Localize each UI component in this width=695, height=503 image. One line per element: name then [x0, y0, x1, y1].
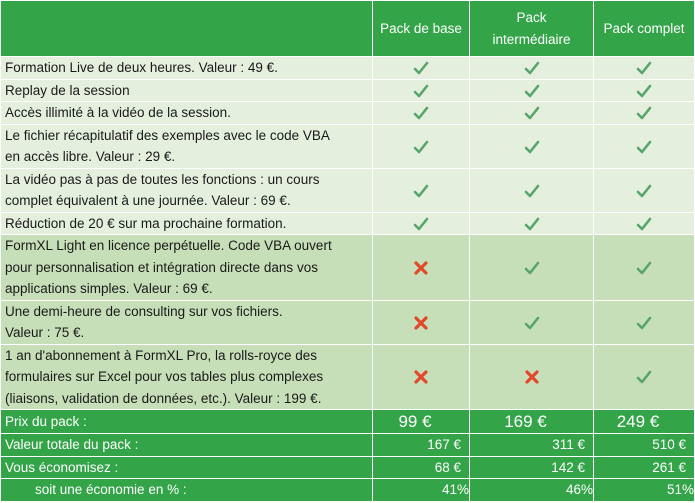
mark-cell-complete	[594, 102, 695, 125]
price-intermediate: 169 €	[470, 410, 594, 434]
feature-label-line: Une demi-heure de consulting sur vos fichiers.	[5, 303, 283, 319]
feature-row	[1, 300, 695, 344]
feature-label	[1, 102, 373, 125]
cross-icon	[413, 260, 429, 276]
mark-cell-complete	[594, 124, 695, 168]
total-value-complete: 510 €	[594, 434, 695, 457]
header-pack-intermediate-label-line2: intermédiaire	[492, 31, 571, 47]
feature-label-line: La vidéo pas à pas de toutes les fonctions : un cours	[5, 171, 320, 187]
header-pack-base-label: Pack de base	[380, 20, 462, 36]
mark-cell-complete	[594, 212, 695, 235]
feature-label-line: Le fichier récapitulatif des exemples avec le code VBA	[5, 127, 330, 143]
mark-cell-complete	[594, 344, 695, 410]
mark-cell-base	[373, 79, 470, 102]
percent-complete: 51%	[594, 479, 695, 502]
header-pack-intermediate	[470, 1, 594, 57]
feature-label-line: FormXL Light en licence perpétuelle. Code VBA ouvert	[5, 238, 332, 253]
mark-cell-base	[373, 102, 470, 125]
mark-cell-base	[373, 124, 470, 168]
check-icon	[413, 216, 429, 232]
feature-label-line: Valeur : 75 €.	[5, 325, 85, 340]
feature-label-line: Réduction de 20 € sur ma prochaine formation.	[5, 215, 287, 231]
feature-label-line: Accès illimité à la vidéo de la session.	[5, 105, 231, 120]
feature-row	[1, 344, 695, 410]
check-icon	[524, 60, 540, 76]
feature-label-line: (liaisons, validation de données, etc.). Valeur : 199 €.	[5, 390, 322, 406]
feature-row	[1, 102, 695, 125]
feature-label	[1, 235, 373, 301]
check-icon	[524, 139, 540, 155]
check-icon	[413, 83, 429, 99]
mark-cell-base	[373, 344, 470, 410]
price-complete: 249 €	[594, 410, 695, 434]
savings-base: 68 €	[373, 456, 470, 479]
feature-label-line: pour personnalisation et intégration directe dans vos	[5, 259, 318, 275]
mark-cell-base	[373, 300, 470, 344]
check-icon	[636, 216, 652, 232]
header-pack-complete	[594, 1, 695, 57]
check-icon	[524, 315, 540, 331]
check-icon	[636, 83, 652, 99]
mark-cell-intermediate	[470, 300, 594, 344]
feature-row	[1, 57, 695, 80]
percent-intermediate: 46%	[470, 479, 594, 502]
feature-label	[1, 212, 373, 235]
header-pack-intermediate-label-line1: Pack	[516, 9, 547, 25]
check-icon	[636, 183, 652, 199]
feature-label-line: formulaires sur Excel pour vos tables plus complexes	[5, 369, 324, 384]
price-label: Prix du pack :	[1, 410, 373, 434]
mark-cell-intermediate	[470, 57, 594, 80]
check-icon	[636, 105, 652, 121]
mark-cell-complete	[594, 168, 695, 212]
total-value-base: 167 €	[373, 434, 470, 457]
percent-base: 41%	[373, 479, 470, 502]
mark-cell-intermediate	[470, 235, 594, 301]
feature-label-line: complet équivalent à une journée. Valeur : 69 €.	[5, 193, 291, 208]
mark-cell-intermediate	[470, 102, 594, 125]
header-corner	[1, 1, 373, 57]
check-icon	[636, 260, 652, 276]
check-icon	[413, 139, 429, 155]
feature-rows	[1, 57, 695, 410]
price-base: 99 €	[373, 410, 470, 434]
percent-label: soit une économie en % :	[1, 479, 373, 502]
mark-cell-base	[373, 57, 470, 80]
mark-cell-complete	[594, 300, 695, 344]
check-icon	[524, 183, 540, 199]
feature-label	[1, 57, 373, 80]
feature-row	[1, 168, 695, 212]
cross-icon	[524, 369, 540, 385]
savings-label: Vous économisez :	[1, 456, 373, 479]
feature-label-line: en accès libre. Valeur : 29 €.	[5, 149, 176, 164]
feature-row	[1, 235, 695, 301]
mark-cell-intermediate	[470, 79, 594, 102]
savings-row	[1, 456, 695, 479]
price-row	[1, 410, 695, 434]
check-icon	[413, 60, 429, 76]
mark-cell-intermediate	[470, 168, 594, 212]
mark-cell-intermediate	[470, 124, 594, 168]
total-value-intermediate: 311 €	[470, 434, 594, 457]
check-icon	[636, 315, 652, 331]
cross-icon	[413, 315, 429, 331]
feature-label	[1, 124, 373, 168]
mark-cell-complete	[594, 235, 695, 301]
mark-cell-base	[373, 168, 470, 212]
feature-label	[1, 79, 373, 102]
check-icon	[636, 369, 652, 385]
feature-label	[1, 168, 373, 212]
feature-row	[1, 124, 695, 168]
total-value-label: Valeur totale du pack :	[1, 434, 373, 457]
feature-label-line: Replay de la session	[5, 82, 130, 98]
mark-cell-complete	[594, 57, 695, 80]
check-icon	[413, 183, 429, 199]
savings-complete: 261 €	[594, 456, 695, 479]
header-pack-base	[373, 1, 470, 57]
feature-row	[1, 79, 695, 102]
savings-intermediate: 142 €	[470, 456, 594, 479]
check-icon	[524, 216, 540, 232]
total-value-row	[1, 434, 695, 457]
check-icon	[524, 105, 540, 121]
mark-cell-base	[373, 235, 470, 301]
check-icon	[636, 60, 652, 76]
mark-cell-intermediate	[470, 344, 594, 410]
feature-row	[1, 212, 695, 235]
feature-label	[1, 300, 373, 344]
check-icon	[413, 105, 429, 121]
check-icon	[524, 83, 540, 99]
feature-label	[1, 344, 373, 410]
mark-cell-intermediate	[470, 212, 594, 235]
check-icon	[636, 139, 652, 155]
header-row	[1, 1, 695, 57]
header-pack-complete-label: Pack complet	[603, 20, 685, 36]
check-icon	[524, 260, 540, 276]
mark-cell-complete	[594, 79, 695, 102]
cross-icon	[413, 369, 429, 385]
mark-cell-base	[373, 212, 470, 235]
feature-label-line: 1 an d'abonnement à FormXL Pro, la rolls-royce des	[5, 347, 317, 363]
feature-label-line: applications simples. Valeur : 69 €.	[5, 281, 213, 296]
feature-label-line: Formation Live de deux heures. Valeur : 49 €.	[5, 60, 278, 75]
percent-row	[1, 479, 695, 502]
